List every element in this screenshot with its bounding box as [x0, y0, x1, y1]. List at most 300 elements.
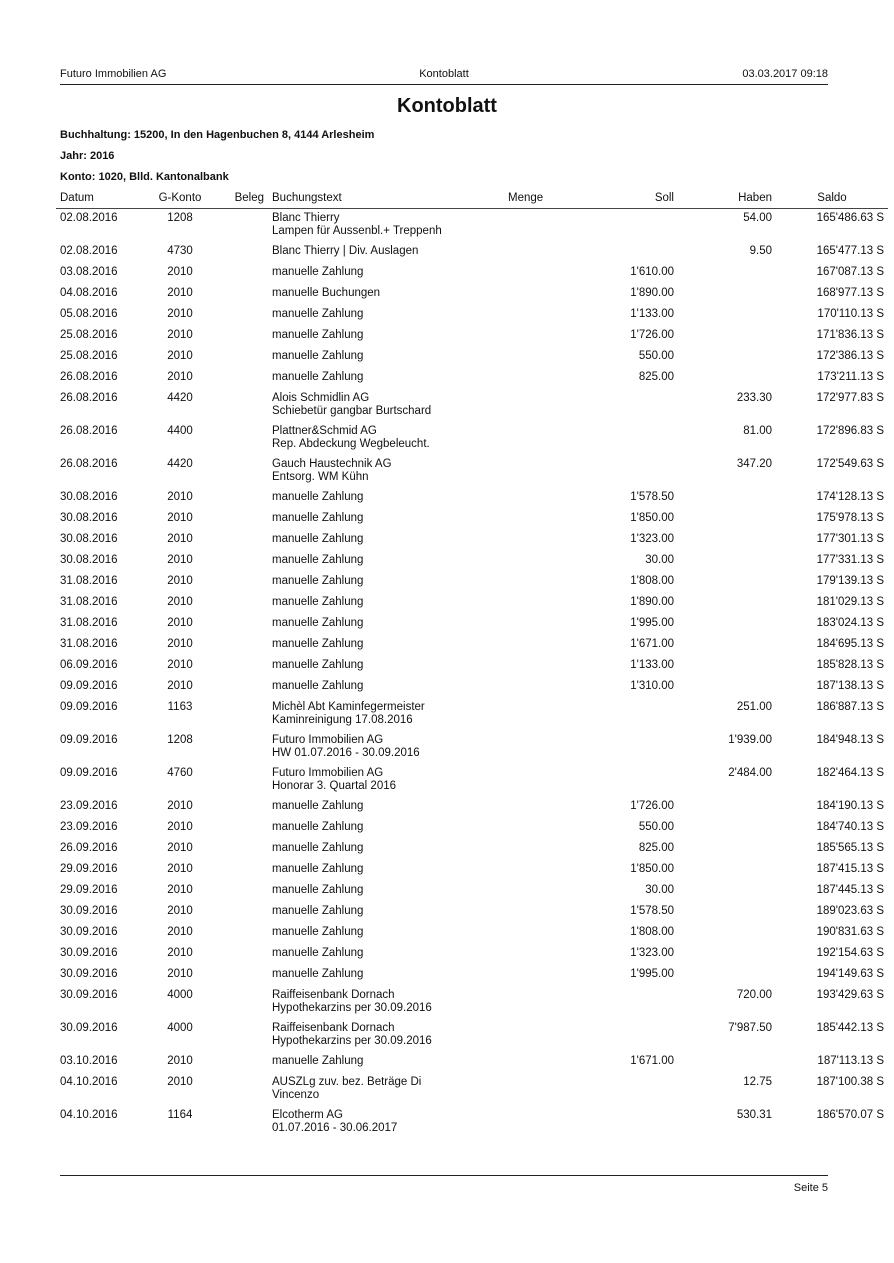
cell-buchungstext [268, 530, 504, 551]
cell-datum: 06.09.2016 [60, 659, 118, 671]
page-footer [60, 1175, 828, 1194]
cell-soll: 1'995.00 [630, 968, 674, 980]
table-row [56, 422, 888, 455]
cell-datum: 25.08.2016 [60, 350, 118, 362]
cell-beleg [220, 944, 268, 965]
cell-buchungstext [268, 422, 504, 455]
cell-saldo: 168'977.13 S [816, 287, 884, 299]
cell-beleg [220, 635, 268, 656]
cell-beleg [220, 551, 268, 572]
buchungstext-line-1: manuelle Zahlung [272, 680, 364, 692]
cell-saldo: 172'896.83 S [816, 425, 884, 437]
table-row [56, 698, 888, 731]
cell-buchungstext [268, 1073, 504, 1106]
cell-soll: 1'610.00 [630, 266, 674, 278]
cell-haben [678, 881, 776, 902]
cell-haben [678, 368, 776, 389]
cell-gkonto: 2010 [167, 947, 193, 959]
cell-gkonto: 4420 [167, 392, 193, 404]
cell-soll [568, 242, 678, 263]
buchungstext-line-1: manuelle Zahlung [272, 491, 364, 503]
table-row [56, 614, 888, 635]
cell-gkonto: 2010 [167, 884, 193, 896]
buchungstext-line-1: manuelle Zahlung [272, 821, 364, 833]
cell-beleg [220, 731, 268, 764]
cell-menge [504, 1052, 568, 1073]
cell-datum: 02.08.2016 [60, 212, 118, 224]
cell-saldo: 173'211.13 S [817, 371, 884, 383]
cell-gkonto: 2010 [167, 287, 193, 299]
cell-soll [568, 986, 678, 1019]
cell-haben [678, 551, 776, 572]
cell-beleg [220, 1073, 268, 1106]
cell-buchungstext [268, 1052, 504, 1073]
cell-saldo: 165'486.63 S [816, 212, 884, 224]
cell-haben [678, 1052, 776, 1073]
cell-haben [678, 530, 776, 551]
cell-haben [678, 509, 776, 530]
cell-datum: 26.08.2016 [60, 458, 118, 470]
cell-gkonto: 2010 [167, 575, 193, 587]
cell-soll [568, 764, 678, 797]
buchungstext-line-1: Alois Schmidlin AG [272, 392, 370, 404]
cell-soll [568, 389, 678, 422]
buchungstext-line-2: Entsorg. WM Kühn [272, 471, 369, 483]
cell-buchungstext [268, 551, 504, 572]
cell-buchungstext [268, 656, 504, 677]
cell-beleg [220, 965, 268, 986]
cell-beleg [220, 455, 268, 488]
table-row [56, 764, 888, 797]
cell-buchungstext [268, 209, 504, 243]
cell-menge [504, 209, 568, 243]
cell-menge [504, 1106, 568, 1139]
cell-beleg [220, 422, 268, 455]
table-row [56, 488, 888, 509]
table-row [56, 635, 888, 656]
cell-saldo: 171'836.13 S [816, 329, 884, 341]
table-row [56, 263, 888, 284]
cell-soll [568, 422, 678, 455]
table-row [56, 1073, 888, 1106]
cell-buchungstext [268, 764, 504, 797]
col-header-haben: Haben [678, 188, 776, 209]
cell-buchungstext [268, 860, 504, 881]
cell-buchungstext [268, 839, 504, 860]
cell-beleg [220, 593, 268, 614]
cell-buchungstext [268, 614, 504, 635]
cell-beleg [220, 764, 268, 797]
cell-soll: 825.00 [638, 371, 674, 383]
buchungstext-line-1: manuelle Zahlung [272, 596, 364, 608]
cell-beleg [220, 572, 268, 593]
buchungstext-line-1: manuelle Zahlung [272, 863, 364, 875]
buchungstext-line-1: manuelle Zahlung [272, 554, 364, 566]
cell-buchungstext [268, 965, 504, 986]
cell-buchungstext [268, 326, 504, 347]
cell-beleg [220, 839, 268, 860]
cell-gkonto: 2010 [167, 680, 193, 692]
table-row [56, 551, 888, 572]
table-row [56, 965, 888, 986]
cell-datum: 09.09.2016 [60, 767, 118, 779]
cell-soll: 1'726.00 [630, 329, 674, 341]
cell-soll: 1'890.00 [630, 287, 674, 299]
cell-haben [678, 923, 776, 944]
cell-menge [504, 635, 568, 656]
cell-buchungstext [268, 731, 504, 764]
cell-beleg [220, 881, 268, 902]
cell-datum: 30.09.2016 [60, 989, 118, 1001]
table-row [56, 818, 888, 839]
cell-gkonto: 2010 [167, 266, 193, 278]
cell-saldo: 184'695.13 S [816, 638, 884, 650]
cell-soll: 1'310.00 [630, 680, 674, 692]
cell-haben: 9.50 [749, 245, 772, 257]
table-row [56, 860, 888, 881]
page-number: Seite 5 [793, 1182, 828, 1194]
cell-menge [504, 818, 568, 839]
cell-soll: 1'995.00 [630, 617, 674, 629]
cell-datum: 09.09.2016 [60, 701, 118, 713]
table-row [56, 923, 888, 944]
cell-saldo: 185'828.13 S [816, 659, 884, 671]
buchungstext-line-1: manuelle Zahlung [272, 800, 364, 812]
cell-gkonto: 1164 [167, 1109, 193, 1121]
cell-saldo: 165'477.13 S [816, 245, 884, 257]
cell-gkonto: 2010 [167, 800, 193, 812]
cell-haben [678, 488, 776, 509]
cell-datum: 05.08.2016 [60, 308, 118, 320]
cell-soll [568, 455, 678, 488]
buchungstext-line-1: Raiffeisenbank Dornach [272, 1022, 395, 1034]
cell-haben [678, 263, 776, 284]
cell-menge [504, 530, 568, 551]
document-title: Kontoblatt [397, 95, 497, 117]
buchungstext-line-1: Raiffeisenbank Dornach [272, 989, 395, 1001]
buchungstext-line-1: manuelle Zahlung [272, 1055, 364, 1067]
table-row [56, 593, 888, 614]
cell-beleg [220, 902, 268, 923]
cell-menge [504, 731, 568, 764]
cell-haben [678, 677, 776, 698]
cell-haben: 251.00 [736, 701, 772, 713]
table-row [56, 656, 888, 677]
buchungstext-line-1: Blanc Thierry [272, 212, 340, 224]
table-row [56, 797, 888, 818]
cell-saldo: 186'887.13 S [816, 701, 884, 713]
cell-menge [504, 326, 568, 347]
buchungstext-line-1: Michèl Abt Kaminfegermeister [272, 701, 425, 713]
col-header-gkonto: G-Konto [140, 188, 220, 209]
cell-menge [504, 764, 568, 797]
cell-menge [504, 698, 568, 731]
header-report-name: Kontoblatt [419, 68, 469, 80]
cell-menge [504, 944, 568, 965]
cell-beleg [220, 509, 268, 530]
cell-buchungstext [268, 389, 504, 422]
cell-beleg [220, 209, 268, 243]
buchungstext-line-1: manuelle Zahlung [272, 266, 364, 278]
table-row [56, 284, 888, 305]
cell-gkonto: 2010 [167, 596, 193, 608]
cell-gkonto: 2010 [167, 821, 193, 833]
cell-soll: 1'323.00 [630, 947, 674, 959]
cell-buchungstext [268, 368, 504, 389]
table-row [56, 326, 888, 347]
table-row [56, 944, 888, 965]
buchungstext-line-1: Elcotherm AG [272, 1109, 343, 1121]
cell-haben: 530.31 [736, 1109, 772, 1121]
cell-beleg [220, 698, 268, 731]
buchungstext-line-1: manuelle Zahlung [272, 371, 364, 383]
cell-gkonto: 2010 [167, 905, 193, 917]
cell-gkonto: 4760 [167, 767, 193, 779]
cell-haben [678, 347, 776, 368]
cell-datum: 25.08.2016 [60, 329, 118, 341]
cell-haben [678, 326, 776, 347]
cell-buchungstext [268, 797, 504, 818]
cell-gkonto: 2010 [167, 371, 193, 383]
cell-haben: 7'987.50 [728, 1022, 772, 1034]
cell-buchungstext [268, 986, 504, 1019]
cell-saldo: 184'190.13 S [816, 800, 884, 812]
cell-haben: 2'484.00 [728, 767, 772, 779]
table-row [56, 1052, 888, 1073]
buchungstext-line-1: manuelle Zahlung [272, 308, 364, 320]
cell-saldo: 174'128.13 S [816, 491, 884, 503]
cell-beleg [220, 614, 268, 635]
ledger-header-row [56, 188, 888, 209]
page-header [60, 68, 828, 85]
cell-soll: 1'726.00 [630, 800, 674, 812]
cell-gkonto: 2010 [167, 554, 193, 566]
cell-haben: 233.30 [736, 392, 772, 404]
cell-saldo: 193'429.63 S [816, 989, 884, 1001]
cell-buchungstext [268, 572, 504, 593]
cell-datum: 03.10.2016 [60, 1055, 118, 1067]
cell-menge [504, 305, 568, 326]
buchungstext-line-1: manuelle Zahlung [272, 968, 364, 980]
cell-soll: 1'890.00 [630, 596, 674, 608]
cell-datum: 30.08.2016 [60, 554, 118, 566]
cell-beleg [220, 923, 268, 944]
cell-menge [504, 488, 568, 509]
buchhaltung-info: Buchhaltung: 15200, In den Hagenbuchen 8, 4144 Arlesheim [60, 129, 375, 141]
cell-gkonto: 2010 [167, 329, 193, 341]
cell-gkonto: 2010 [167, 968, 193, 980]
cell-saldo: 183'024.13 S [816, 617, 884, 629]
cell-saldo: 172'549.63 S [816, 458, 884, 470]
buchungstext-line-2: Kaminreinigung 17.08.2016 [272, 714, 413, 726]
cell-datum: 31.08.2016 [60, 617, 118, 629]
cell-soll: 1'808.00 [630, 926, 674, 938]
cell-beleg [220, 389, 268, 422]
cell-datum: 09.09.2016 [60, 680, 118, 692]
table-row [56, 1019, 888, 1052]
cell-datum: 23.09.2016 [60, 800, 118, 812]
table-row [56, 509, 888, 530]
table-row [56, 209, 888, 243]
cell-saldo: 187'100.38 S [816, 1076, 884, 1088]
cell-datum: 04.10.2016 [60, 1076, 118, 1088]
cell-menge [504, 860, 568, 881]
buchungstext-line-1: manuelle Zahlung [272, 329, 364, 341]
col-header-menge: Menge [504, 188, 568, 209]
cell-saldo: 172'386.13 S [816, 350, 884, 362]
cell-gkonto: 2010 [167, 617, 193, 629]
buchungstext-line-1: manuelle Zahlung [272, 905, 364, 917]
cell-beleg [220, 677, 268, 698]
cell-haben: 54.00 [743, 212, 772, 224]
cell-datum: 30.09.2016 [60, 1022, 118, 1034]
cell-buchungstext [268, 635, 504, 656]
cell-saldo: 185'442.13 S [816, 1022, 884, 1034]
cell-menge [504, 572, 568, 593]
cell-haben [678, 797, 776, 818]
buchungstext-line-2: Rep. Abdeckung Wegbeleucht. [272, 438, 430, 450]
cell-beleg [220, 284, 268, 305]
cell-buchungstext [268, 509, 504, 530]
cell-haben: 720.00 [736, 989, 772, 1001]
cell-buchungstext [268, 1019, 504, 1052]
table-row [56, 572, 888, 593]
cell-saldo: 182'464.13 S [816, 767, 884, 779]
cell-gkonto: 4730 [167, 245, 193, 257]
cell-beleg [220, 818, 268, 839]
buchungstext-line-1: Futuro Immobilien AG [272, 734, 384, 746]
cell-datum: 23.09.2016 [60, 821, 118, 833]
cell-buchungstext [268, 677, 504, 698]
cell-beleg [220, 326, 268, 347]
buchungstext-line-2: Honorar 3. Quartal 2016 [272, 780, 397, 792]
cell-menge [504, 881, 568, 902]
cell-gkonto: 2010 [167, 842, 193, 854]
cell-soll [568, 209, 678, 243]
cell-beleg [220, 530, 268, 551]
table-row [56, 986, 888, 1019]
cell-menge [504, 614, 568, 635]
cell-soll [568, 1073, 678, 1106]
cell-buchungstext [268, 902, 504, 923]
cell-menge [504, 593, 568, 614]
cell-gkonto: 2010 [167, 926, 193, 938]
cell-menge [504, 797, 568, 818]
cell-menge [504, 677, 568, 698]
buchungstext-line-2: Hypothekarzins per 30.09.2016 [272, 1035, 432, 1047]
cell-buchungstext [268, 1106, 504, 1139]
cell-menge [504, 263, 568, 284]
cell-datum: 04.10.2016 [60, 1109, 118, 1121]
cell-soll: 1'850.00 [630, 863, 674, 875]
cell-haben: 12.75 [743, 1076, 772, 1088]
cell-gkonto: 4000 [167, 989, 193, 1001]
cell-soll: 550.00 [638, 350, 674, 362]
buchungstext-line-1: manuelle Zahlung [272, 947, 364, 959]
table-row [56, 455, 888, 488]
cell-datum: 26.08.2016 [60, 425, 118, 437]
buchungstext-line-1: manuelle Zahlung [272, 512, 364, 524]
cell-haben [678, 614, 776, 635]
cell-saldo: 187'138.13 S [816, 680, 884, 692]
cell-buchungstext [268, 284, 504, 305]
cell-soll: 1'578.50 [630, 491, 674, 503]
cell-menge [504, 986, 568, 1019]
cell-soll: 1'850.00 [630, 512, 674, 524]
cell-haben [678, 944, 776, 965]
buchungstext-line-1: manuelle Zahlung [272, 350, 364, 362]
cell-datum: 30.09.2016 [60, 926, 118, 938]
buchungstext-line-1: manuelle Zahlung [272, 926, 364, 938]
cell-saldo: 177'331.13 S [816, 554, 884, 566]
cell-haben [678, 305, 776, 326]
cell-datum: 02.08.2016 [60, 245, 118, 257]
ledger-body [56, 209, 888, 1140]
cell-saldo: 172'977.83 S [816, 392, 884, 404]
ledger-table [56, 188, 888, 1139]
cell-menge [504, 347, 568, 368]
buchungstext-line-1: manuelle Zahlung [272, 842, 364, 854]
cell-buchungstext [268, 881, 504, 902]
cell-datum: 29.09.2016 [60, 863, 118, 875]
cell-buchungstext [268, 593, 504, 614]
cell-beleg [220, 797, 268, 818]
cell-beleg [220, 986, 268, 1019]
cell-saldo: 194'149.63 S [816, 968, 884, 980]
cell-haben [678, 818, 776, 839]
cell-menge [504, 422, 568, 455]
cell-soll: 1'808.00 [630, 575, 674, 587]
cell-soll: 1'133.00 [630, 659, 674, 671]
cell-haben [678, 284, 776, 305]
cell-datum: 31.08.2016 [60, 638, 118, 650]
konto-info: Konto: 1020, Blld. Kantonalbank [60, 171, 229, 183]
cell-menge [504, 284, 568, 305]
cell-menge [504, 656, 568, 677]
cell-buchungstext [268, 923, 504, 944]
cell-datum: 09.09.2016 [60, 734, 118, 746]
buchungstext-line-1: Futuro Immobilien AG [272, 767, 384, 779]
cell-haben: 1'939.00 [728, 734, 772, 746]
cell-gkonto: 2010 [167, 491, 193, 503]
cell-saldo: 187'445.13 S [816, 884, 884, 896]
cell-soll: 550.00 [638, 821, 674, 833]
cell-soll [568, 1019, 678, 1052]
cell-gkonto: 1208 [167, 212, 193, 224]
cell-haben: 347.20 [736, 458, 772, 470]
buchungstext-line-2: Hypothekarzins per 30.09.2016 [272, 1002, 432, 1014]
cell-haben [678, 860, 776, 881]
cell-saldo: 184'948.13 S [816, 734, 884, 746]
cell-saldo: 167'087.13 S [816, 266, 884, 278]
buchungstext-line-1: Blanc Thierry | Div. Auslagen [272, 245, 419, 257]
table-row [56, 347, 888, 368]
cell-soll [568, 698, 678, 731]
cell-beleg [220, 347, 268, 368]
cell-menge [504, 1073, 568, 1106]
cell-datum: 31.08.2016 [60, 575, 118, 587]
cell-haben [678, 902, 776, 923]
cell-gkonto: 2010 [167, 308, 193, 320]
cell-menge [504, 902, 568, 923]
cell-saldo: 184'740.13 S [816, 821, 884, 833]
cell-saldo: 175'978.13 S [816, 512, 884, 524]
cell-datum: 29.09.2016 [60, 884, 118, 896]
print-datetime: 03.03.2017 09:18 [742, 68, 828, 80]
cell-saldo: 179'139.13 S [816, 575, 884, 587]
cell-gkonto: 2010 [167, 512, 193, 524]
buchungstext-line-1: Plattner&Schmid AG [272, 425, 377, 437]
